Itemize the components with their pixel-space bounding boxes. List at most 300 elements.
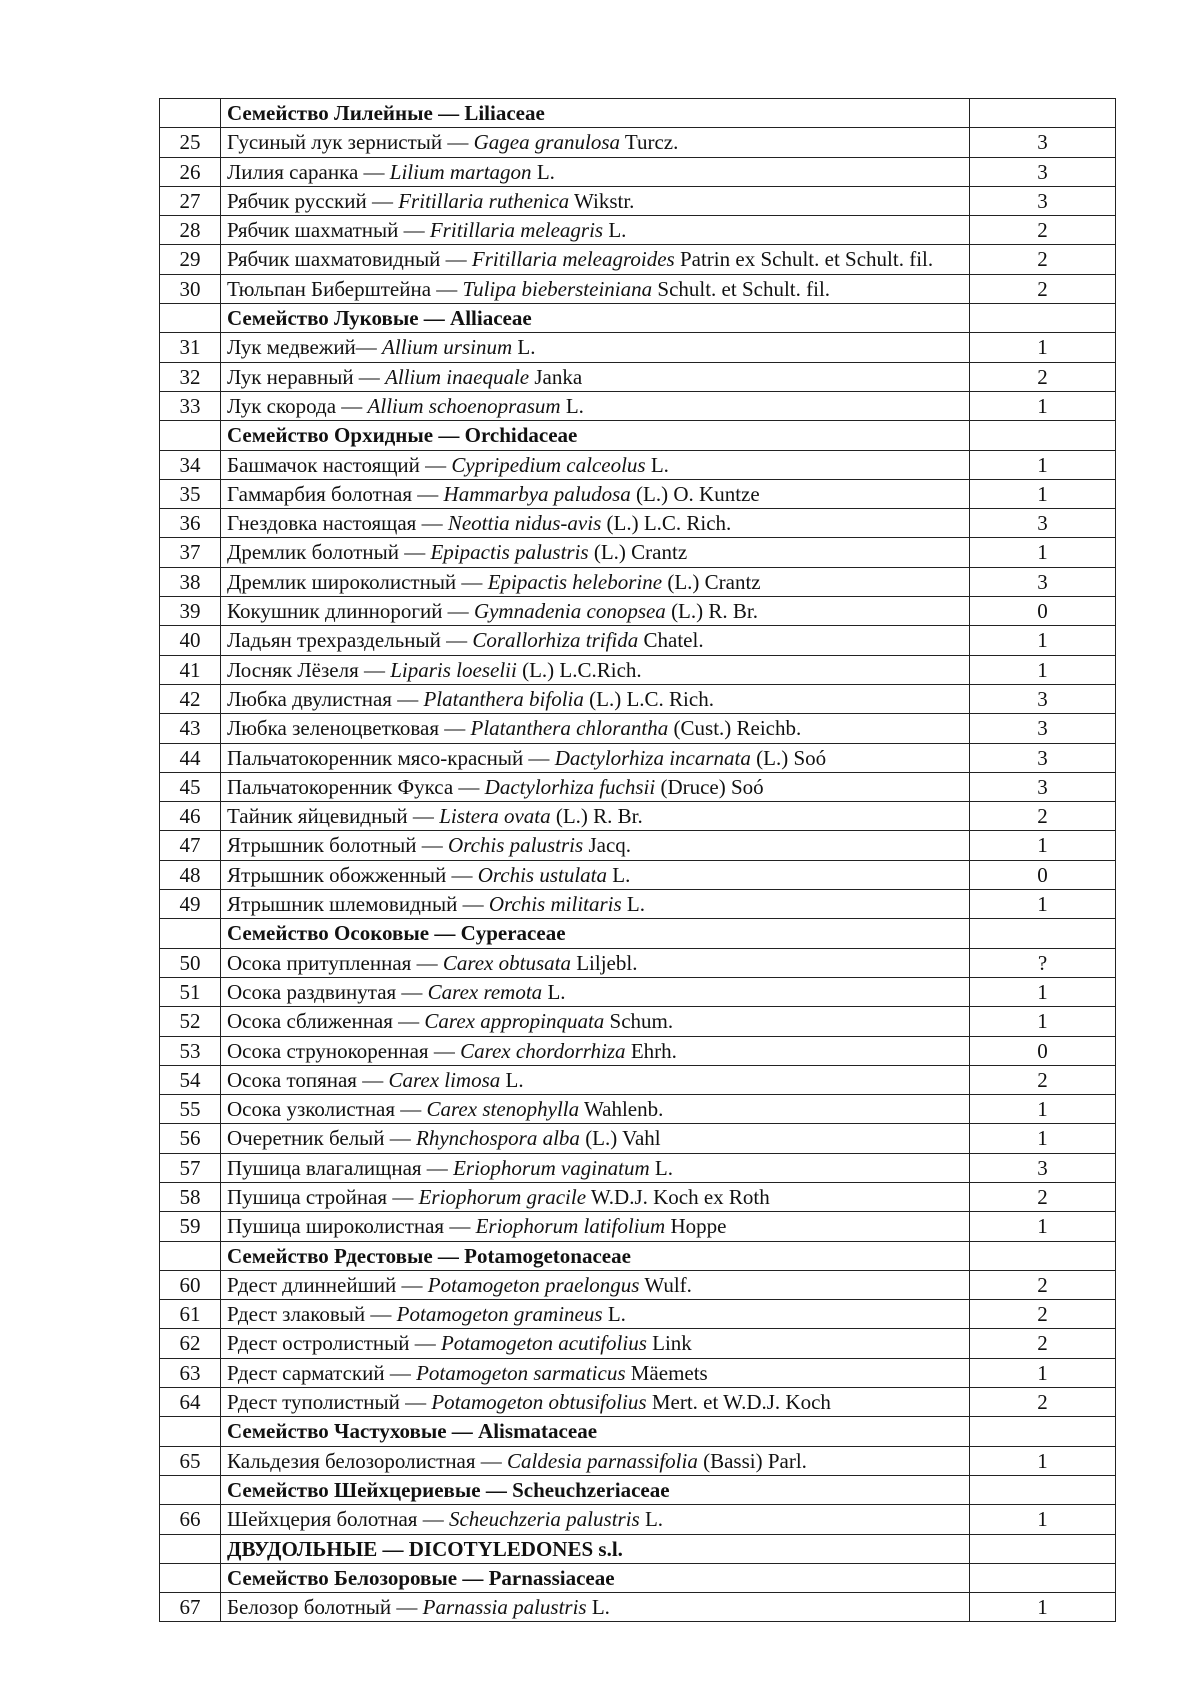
author-citation: (L.) R. Br.: [665, 599, 758, 624]
category-value: [970, 1563, 1116, 1592]
species-name: [221, 128, 970, 157]
species-name: [221, 1065, 970, 1094]
author-citation: Schult. et Schult. fil.: [652, 276, 831, 301]
row-number: 46: [160, 802, 221, 831]
species-row: [160, 714, 1116, 743]
category-value: 1: [970, 450, 1116, 479]
row-number: 59: [160, 1212, 221, 1241]
author-citation: Wahlenb.: [579, 1097, 664, 1122]
row-number: [160, 919, 221, 948]
russian-name: Рдест длиннейший —: [227, 1272, 428, 1297]
latin-name: Fritillaria meleagroides: [471, 247, 675, 272]
author-citation: (L.) Crantz: [588, 540, 688, 565]
russian-name: Гаммарбия болотная —: [227, 481, 444, 506]
russian-name: Ятрышник шлемовидный —: [227, 892, 489, 917]
category-value: 2: [970, 216, 1116, 245]
species-name: [221, 216, 970, 245]
category-value: 2: [970, 802, 1116, 831]
author-citation: (L.) L.C. Rich.: [601, 511, 732, 536]
category-value: 3: [970, 772, 1116, 801]
row-number: 47: [160, 831, 221, 860]
family-name: Семейство Белозоровые — Parnassiaceae: [221, 1563, 970, 1592]
row-number: 33: [160, 391, 221, 420]
author-citation: Ehrh.: [625, 1038, 677, 1063]
species-row: [160, 362, 1116, 391]
species-name: [221, 567, 970, 596]
latin-name: Orchis ustulata: [477, 862, 608, 887]
row-number: 54: [160, 1065, 221, 1094]
category-value: 1: [970, 655, 1116, 684]
russian-name: Пальчатокоренник мясо-красный —: [227, 745, 555, 770]
latin-name: Fritillaria ruthenica: [398, 188, 570, 213]
latin-name: Eriophorum gracile: [418, 1184, 587, 1209]
category-value: 1: [970, 890, 1116, 919]
latin-name: Tulipa biebersteiniana: [462, 276, 653, 301]
russian-name: Кальдезия белозоролистная —: [227, 1448, 508, 1473]
species-name: [221, 479, 970, 508]
category-value: [970, 99, 1116, 128]
category-value: ?: [970, 948, 1116, 977]
category-value: [970, 1417, 1116, 1446]
author-citation: Patrin ex Schult. et Schult. fil.: [674, 247, 934, 272]
author-citation: L.: [607, 862, 631, 887]
latin-name: Gagea granulosa: [473, 130, 621, 155]
species-name: [221, 831, 970, 860]
latin-name: Carex stenophylla: [426, 1097, 580, 1122]
species-name: [221, 1270, 970, 1299]
row-number: 29: [160, 245, 221, 274]
family-name: ДВУДОЛЬНЫЕ — DICOTYLEDONES s.l.: [221, 1534, 970, 1563]
author-citation: L.: [639, 1507, 664, 1532]
species-row: [160, 333, 1116, 362]
author-citation: L.: [603, 218, 627, 243]
category-value: 1: [970, 1358, 1116, 1387]
author-citation: Wikstr.: [569, 188, 635, 213]
russian-name: Лук неравный —: [227, 364, 386, 389]
category-value: 1: [970, 479, 1116, 508]
species-name: [221, 362, 970, 391]
species-row: [160, 274, 1116, 303]
species-row: [160, 1182, 1116, 1211]
author-citation: Hoppe: [665, 1214, 727, 1239]
row-number: 36: [160, 509, 221, 538]
row-number: 51: [160, 977, 221, 1006]
russian-name: Любка зеленоцветковая —: [227, 716, 471, 741]
author-citation: (Druce) Soó: [655, 774, 764, 799]
russian-name: Белозор болотный —: [227, 1595, 423, 1620]
category-value: 2: [970, 274, 1116, 303]
author-citation: (L.) Crantz: [662, 569, 761, 594]
row-number: 62: [160, 1329, 221, 1358]
species-row: [160, 1358, 1116, 1387]
family-header-row: [160, 1241, 1116, 1270]
russian-name: Башмачок настоящий —: [227, 452, 452, 477]
row-number: 58: [160, 1182, 221, 1211]
row-number: 40: [160, 626, 221, 655]
species-name: [221, 1124, 970, 1153]
russian-name: Осока сближенная —: [227, 1009, 425, 1034]
species-name: [221, 509, 970, 538]
row-number: 65: [160, 1446, 221, 1475]
russian-name: Дремлик болотный —: [227, 540, 431, 565]
species-row: [160, 597, 1116, 626]
row-number: [160, 1417, 221, 1446]
author-citation: Wulf.: [639, 1272, 692, 1297]
author-citation: Mert. et W.D.J. Koch: [646, 1390, 831, 1415]
author-citation: (L.) R. Br.: [550, 804, 643, 829]
category-value: 3: [970, 567, 1116, 596]
author-citation: L.: [542, 979, 566, 1004]
author-citation: L.: [500, 1067, 524, 1092]
row-number: 50: [160, 948, 221, 977]
russian-name: Очеретник белый —: [227, 1126, 417, 1151]
russian-name: Ятрышник болотный —: [227, 833, 449, 858]
species-row: [160, 1153, 1116, 1182]
species-name: [221, 743, 970, 772]
row-number: [160, 1475, 221, 1504]
row-number: 57: [160, 1153, 221, 1182]
latin-name: Neottia nidus-avis: [447, 511, 602, 536]
species-name: [221, 626, 970, 655]
row-number: 38: [160, 567, 221, 596]
russian-name: Рдест сарматский —: [227, 1360, 417, 1385]
species-name: [221, 948, 970, 977]
russian-name: Рдест туполистный —: [227, 1390, 432, 1415]
category-value: 1: [970, 1124, 1116, 1153]
russian-name: Рябчик шахматовидный —: [227, 247, 472, 272]
author-citation: (L.) L.C.Rich.: [516, 657, 642, 682]
family-header-row: [160, 1475, 1116, 1504]
species-name: [221, 977, 970, 1006]
category-value: [970, 919, 1116, 948]
latin-name: Dactylorhiza fuchsii: [484, 774, 656, 799]
row-number: 53: [160, 1036, 221, 1065]
species-name: [221, 684, 970, 713]
category-value: 1: [970, 1446, 1116, 1475]
family-name: Семейство Луковые — Alliaceae: [221, 304, 970, 333]
species-row: [160, 567, 1116, 596]
author-citation: L.: [531, 159, 555, 184]
family-header-row: [160, 421, 1116, 450]
species-name: [221, 391, 970, 420]
species-row: [160, 831, 1116, 860]
species-row: [160, 1036, 1116, 1065]
species-name: [221, 802, 970, 831]
species-row: [160, 157, 1116, 186]
species-row: [160, 1446, 1116, 1475]
author-citation: L.: [645, 452, 669, 477]
species-row: [160, 655, 1116, 684]
species-name: [221, 538, 970, 567]
category-value: 1: [970, 1505, 1116, 1534]
latin-name: Liparis loeselii: [390, 657, 517, 682]
author-citation: L.: [586, 1595, 610, 1620]
russian-name: Лук скорода —: [227, 393, 368, 418]
russian-name: Кокушник длиннорогий —: [227, 599, 474, 624]
row-number: 45: [160, 772, 221, 801]
category-value: 2: [970, 1329, 1116, 1358]
row-number: 66: [160, 1505, 221, 1534]
family-header-row: [160, 1563, 1116, 1592]
author-citation: L.: [621, 892, 645, 917]
row-number: 43: [160, 714, 221, 743]
latin-name: Orchis palustris: [448, 833, 584, 858]
category-value: [970, 304, 1116, 333]
latin-name: Rhynchospora alba: [416, 1126, 580, 1151]
row-number: 35: [160, 479, 221, 508]
russian-name: Рябчик шахматный —: [227, 218, 430, 243]
russian-name: Рдест остролистный —: [227, 1331, 441, 1356]
category-value: [970, 1241, 1116, 1270]
latin-name: Gymnadenia conopsea: [473, 599, 666, 624]
category-value: 1: [970, 1095, 1116, 1124]
latin-name: Dactylorhiza incarnata: [554, 745, 751, 770]
category-value: 3: [970, 157, 1116, 186]
category-value: 2: [970, 1388, 1116, 1417]
species-row: [160, 948, 1116, 977]
row-number: 30: [160, 274, 221, 303]
author-citation: Turcz.: [620, 130, 679, 155]
species-row: [160, 1505, 1116, 1534]
latin-name: Cypripedium calceolus: [451, 452, 646, 477]
russian-name: Пальчатокоренник Фукса —: [227, 774, 485, 799]
category-value: 1: [970, 333, 1116, 362]
latin-name: Platanthera bifolia: [423, 686, 584, 711]
row-number: 34: [160, 450, 221, 479]
species-row: [160, 1329, 1116, 1358]
row-number: 56: [160, 1124, 221, 1153]
category-value: 3: [970, 684, 1116, 713]
latin-name: Epipactis heleborine: [487, 569, 663, 594]
species-row: [160, 1007, 1116, 1036]
author-citation: (L.) Vahl: [579, 1126, 661, 1151]
category-value: 1: [970, 1007, 1116, 1036]
species-name: [221, 157, 970, 186]
species-row: [160, 1300, 1116, 1329]
russian-name: Осока раздвинутая —: [227, 979, 428, 1004]
category-value: 0: [970, 860, 1116, 889]
species-row: [160, 391, 1116, 420]
latin-name: Fritillaria meleagris: [429, 218, 604, 243]
species-name: [221, 1593, 970, 1622]
author-citation: Schum.: [604, 1009, 674, 1034]
row-number: 37: [160, 538, 221, 567]
species-name: [221, 1505, 970, 1534]
russian-name: Пушица стройная —: [227, 1184, 419, 1209]
species-name: [221, 772, 970, 801]
species-name: [221, 1095, 970, 1124]
latin-name: Carex chordorrhiza: [460, 1038, 626, 1063]
row-number: 27: [160, 186, 221, 215]
russian-name: Лук медвежий—: [227, 335, 383, 360]
species-name: [221, 333, 970, 362]
row-number: 52: [160, 1007, 221, 1036]
species-row: [160, 743, 1116, 772]
latin-name: Carex limosa: [388, 1067, 501, 1092]
author-citation: Link: [646, 1331, 692, 1356]
russian-name: Ятрышник обожженный —: [227, 862, 478, 887]
category-value: 1: [970, 1593, 1116, 1622]
latin-name: Epipactis palustris: [430, 540, 589, 565]
author-citation: W.D.J. Koch ex Roth: [586, 1184, 770, 1209]
russian-name: Лосняк Лёзеля —: [227, 657, 391, 682]
species-row: [160, 1212, 1116, 1241]
species-row: [160, 128, 1116, 157]
species-name: [221, 714, 970, 743]
author-citation: L.: [512, 335, 536, 360]
species-name: [221, 1036, 970, 1065]
species-row: [160, 1124, 1116, 1153]
author-citation: L.: [649, 1155, 673, 1180]
latin-name: Eriophorum latifolium: [475, 1214, 666, 1239]
latin-name: Hammarbya paludosa: [443, 481, 631, 506]
author-citation: L.: [602, 1302, 626, 1327]
row-number: 48: [160, 860, 221, 889]
row-number: 49: [160, 890, 221, 919]
category-value: 3: [970, 186, 1116, 215]
species-row: [160, 772, 1116, 801]
latin-name: Platanthera chlorantha: [470, 716, 669, 741]
species-name: [221, 245, 970, 274]
russian-name: Пушица широколистная —: [227, 1214, 476, 1239]
latin-name: Caldesia parnassifolia: [507, 1448, 698, 1473]
species-row: [160, 479, 1116, 508]
russian-name: Гусиный лук зернистый —: [227, 130, 474, 155]
species-name: [221, 1153, 970, 1182]
russian-name: Любка двулистная —: [227, 686, 424, 711]
latin-name: Eriophorum vaginatum: [453, 1155, 650, 1180]
species-name: [221, 450, 970, 479]
category-value: 2: [970, 1065, 1116, 1094]
row-number: 60: [160, 1270, 221, 1299]
author-citation: (Bassi) Parl.: [697, 1448, 807, 1473]
species-row: [160, 802, 1116, 831]
author-citation: (Cust.) Reichb.: [668, 716, 802, 741]
species-name: [221, 274, 970, 303]
species-row: [160, 1270, 1116, 1299]
species-name: [221, 1212, 970, 1241]
russian-name: Тайник яйцевидный —: [227, 804, 440, 829]
row-number: 64: [160, 1388, 221, 1417]
author-citation: (L.) L.C. Rich.: [583, 686, 714, 711]
latin-name: Potamogeton sarmaticus: [416, 1360, 626, 1385]
russian-name: Ладьян трехраздельный —: [227, 628, 473, 653]
category-value: 2: [970, 1270, 1116, 1299]
species-row: [160, 1065, 1116, 1094]
species-name: [221, 1329, 970, 1358]
species-row: [160, 1388, 1116, 1417]
category-value: 2: [970, 245, 1116, 274]
family-header-row: [160, 99, 1116, 128]
family-header-row: [160, 1534, 1116, 1563]
row-number: [160, 304, 221, 333]
author-citation: Jacq.: [583, 833, 632, 858]
species-row: [160, 890, 1116, 919]
species-row: [160, 216, 1116, 245]
category-value: 2: [970, 1182, 1116, 1211]
species-row: [160, 450, 1116, 479]
species-name: [221, 1300, 970, 1329]
category-value: 2: [970, 1300, 1116, 1329]
species-name: [221, 1358, 970, 1387]
author-citation: Chatel.: [638, 628, 704, 653]
species-name: [221, 890, 970, 919]
author-citation: (L.) Soó: [750, 745, 827, 770]
latin-name: Scheuchzeria palustris: [448, 1507, 640, 1532]
species-row: [160, 860, 1116, 889]
category-value: 1: [970, 1212, 1116, 1241]
family-name: Семейство Орхидные — Orchidaceae: [221, 421, 970, 450]
species-name: [221, 1388, 970, 1417]
latin-name: Carex obtusata: [442, 950, 571, 975]
category-value: 1: [970, 977, 1116, 1006]
author-citation: L.: [560, 393, 584, 418]
latin-name: Parnassia palustris: [422, 1595, 587, 1620]
latin-name: Potamogeton obtusifolius: [431, 1390, 647, 1415]
category-value: 1: [970, 831, 1116, 860]
family-name: Семейство Частуховые — Alismataceae: [221, 1417, 970, 1446]
russian-name: Осока узколистная —: [227, 1097, 427, 1122]
latin-name: Allium ursinum: [382, 335, 513, 360]
category-value: 1: [970, 538, 1116, 567]
row-number: 25: [160, 128, 221, 157]
species-row: [160, 509, 1116, 538]
category-value: 2: [970, 362, 1116, 391]
latin-name: Potamogeton gramineus: [396, 1302, 603, 1327]
row-number: [160, 1241, 221, 1270]
species-row: [160, 186, 1116, 215]
category-value: 0: [970, 597, 1116, 626]
russian-name: Рябчик русский —: [227, 188, 399, 213]
russian-name: Тюльпан Биберштейна —: [227, 276, 463, 301]
species-table: [159, 98, 1116, 1622]
row-number: 41: [160, 655, 221, 684]
category-value: [970, 1475, 1116, 1504]
species-row: [160, 538, 1116, 567]
species-row: [160, 1095, 1116, 1124]
latin-name: Listera ovata: [439, 804, 551, 829]
family-header-row: [160, 304, 1116, 333]
russian-name: Осока топяная —: [227, 1067, 389, 1092]
row-number: 26: [160, 157, 221, 186]
row-number: 28: [160, 216, 221, 245]
species-name: [221, 1446, 970, 1475]
russian-name: Гнездовка настоящая —: [227, 511, 448, 536]
category-value: 3: [970, 509, 1116, 538]
category-value: 3: [970, 128, 1116, 157]
family-name: Семейство Осоковые — Cyperaceae: [221, 919, 970, 948]
row-number: [160, 1563, 221, 1592]
species-name: [221, 655, 970, 684]
family-header-row: [160, 1417, 1116, 1446]
category-value: 3: [970, 743, 1116, 772]
row-number: [160, 1534, 221, 1563]
latin-name: Carex appropinquata: [424, 1009, 605, 1034]
family-header-row: [160, 919, 1116, 948]
row-number: 42: [160, 684, 221, 713]
species-row: [160, 1593, 1116, 1622]
author-citation: (L.) O. Kuntze: [630, 481, 760, 506]
russian-name: Рдест злаковый —: [227, 1302, 397, 1327]
row-number: 44: [160, 743, 221, 772]
species-row: [160, 684, 1116, 713]
author-citation: Janka: [529, 364, 583, 389]
latin-name: Allium inaequale: [385, 364, 530, 389]
species-name: [221, 860, 970, 889]
russian-name: Пушица влагалищная —: [227, 1155, 454, 1180]
russian-name: Лилия саранка —: [227, 159, 390, 184]
row-number: 31: [160, 333, 221, 362]
